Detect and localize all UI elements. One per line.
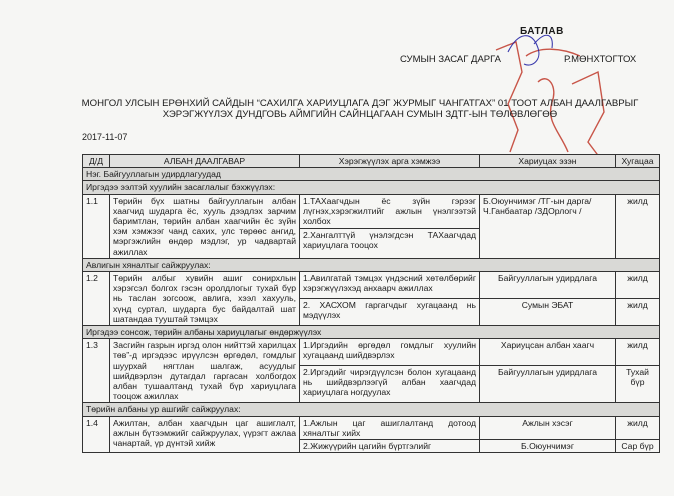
row-task: Ажилтан, албан хаагчдын цаг ашиглалт, ажлын бүтээмжийг сайжруулах, үүрэгт ажлаа чанартай, үр дүнтэй хийж: [110, 416, 300, 453]
action-1: 1.Авилгатай тэмцэх үндэсний хөтөлбөрийг хэрэгжүүлэхэд анхаарч ажиллах: [300, 272, 480, 299]
owner-1: Байгууллагын удирдлага: [480, 272, 616, 299]
section-row: [83, 168, 660, 181]
subsection-row: [83, 326, 660, 339]
table-row: [83, 416, 660, 439]
subsection-row: [83, 181, 660, 194]
due-1: жилд: [616, 272, 660, 299]
header-task: АЛБАН ДААЛГАВАР: [110, 155, 300, 168]
action-1: 1.Иргэдийн өргөдөл гомдлыг хуулийн хугацаанд шийдвэрлэх: [300, 339, 480, 365]
row-number: 1.3: [83, 339, 110, 403]
owner-1: Ажлын хэсэг: [480, 416, 616, 439]
action-2: 2.Жижүүрийн цагийн бүртгэлийг: [300, 440, 480, 453]
subsection-title: Иргэдээ ээлтэй хуулийн засаглалыг бэхжүүлэх:: [83, 181, 660, 194]
header-owner: Хариуцах эзэн: [480, 155, 616, 168]
header-due: Хугацаа: [616, 155, 660, 168]
document-title: [60, 98, 660, 120]
due-1: жилд: [616, 416, 660, 439]
row-number: 1.1: [83, 194, 110, 258]
action-2: 2.Иргэдийг чирэгдүүлсэн болон хугацаанд нь шийдвэрлээгүй албан хаагчдад хариуцлага ногдуулах: [300, 365, 480, 403]
plan-table: [82, 154, 660, 453]
subsection-title: Төрийн албаны ур ашгийг сайжруулах:: [83, 403, 660, 416]
table-row: [83, 272, 660, 299]
action-1: 1.Ажлын цаг ашиглалтанд дотоод хяналтыг хийх: [300, 416, 480, 439]
due-2: Тухай бүр: [616, 365, 660, 403]
row-task: Төрийн албыг хувийн ашиг сонирхлын хэрэгсэл болгох гэсэн оролдлогыг тухай бүр нь таслан зогсоож, авлига, хээл хахууль, хүнд суртал, шударга бус байдалтай шат шатандаа тууштай тэмцэх: [110, 272, 300, 326]
approval-heading: БАТЛАВ: [520, 26, 564, 37]
title-line-1: МОНГОЛ УЛСЫН ЕРӨНХИЙ САЙДЫН “САХИЛГА ХАРИУЦЛАГА ДЭГ ЖУРМЫГ ЧАНГАТГАХ” 01 ТООТ АЛБАН ДААЛГАВРЫГ: [81, 98, 639, 109]
header-actions: Хэрэгжүүлэх арга хэмжээ: [300, 155, 480, 168]
table-row: [83, 339, 660, 365]
row-actions: [300, 194, 480, 258]
subsection-title: Авлигын хяналтыг сайжруулах:: [83, 258, 660, 271]
row-number: 1.2: [83, 272, 110, 326]
section-title: Нэг. Байгууллагын удирдлагуудад: [83, 168, 660, 181]
header-number: Д/Д: [83, 155, 110, 168]
subsection-row: [83, 258, 660, 271]
subsection-title: Иргэдээ сонсож, төрийн албаны хариуцлагыг өндөржүүлэх: [83, 326, 660, 339]
subsection-row: [83, 403, 660, 416]
row-due: жилд: [616, 194, 660, 258]
row-task: Засгийн газрын иргэд олон нийттэй харилцах төв”-д иргэдээс ирүүлсэн өргөдөл, гомдлыг шуурхай нягтлан шалгаж, асуудлыг шийдвэрлэн дутагдал гаргасан холбогдох албан тушаалтанд тухай бүр хариуцлага тооцож ажиллах: [110, 339, 300, 403]
approval-position: СУМЫН ЗАСАГ ДАРГА: [400, 54, 501, 65]
owner-2: Б.Оюунчимэг: [480, 440, 616, 453]
owner-1: Хариуцсан албан хаагч: [480, 339, 616, 365]
owner-2: Сумын ЭБАТ: [480, 299, 616, 326]
action-2: 2. ХАСХОМ гаргагчдыг хугацаанд нь мэдүүлэх: [300, 299, 480, 326]
action-2: 2.Хангалттүй үнэлэгдсэн ТАХаагчдад хариуцлага тооцох: [300, 228, 479, 250]
document-date: 2017-11-07: [82, 132, 128, 142]
table-header-row: [83, 155, 660, 168]
action-1: 1.ТАХаагчдын ёс зүйн гэрээг лүгнэх,хэрэгжилтийг ажлын үнэлгээтэй холбох: [303, 195, 476, 227]
row-task: Төрийн бүх шатны байгууллагын албан хаагчид шударга ёс, хууль дээдлэх зарчим баримтлан, төрийн албан хаагчийн ёс зүйн хэм хэмжээг чанд сахих, улс төрөөс ангид, мэргэжлийн өндөр мэдлэг, ур чадвартай ажиллах: [110, 194, 300, 258]
approval-signature-line: [400, 54, 637, 65]
approval-name: Р.МӨНХТОГТОХ: [564, 54, 637, 65]
owner-2: Байгууллагын удирдлага: [480, 365, 616, 403]
table-row: [83, 194, 660, 258]
due-1: жилд: [616, 339, 660, 365]
row-number: 1.4: [83, 416, 110, 453]
title-line-2: ХЭРЭГЖҮҮЛЭХ ДУНДГОВЬ АЙМГИЙН САЙНЦАГААН СУМЫН ЗДТГ-ЫН ТӨЛӨВЛӨГӨӨ: [162, 109, 558, 120]
due-2: Сар бүр: [616, 440, 660, 453]
due-2: жилд: [616, 299, 660, 326]
row-owner: Б.Оюунчимэг /ТГ-ын дарга/ Ч.Ганбаатар /ЗДОрлогч /: [480, 194, 616, 258]
